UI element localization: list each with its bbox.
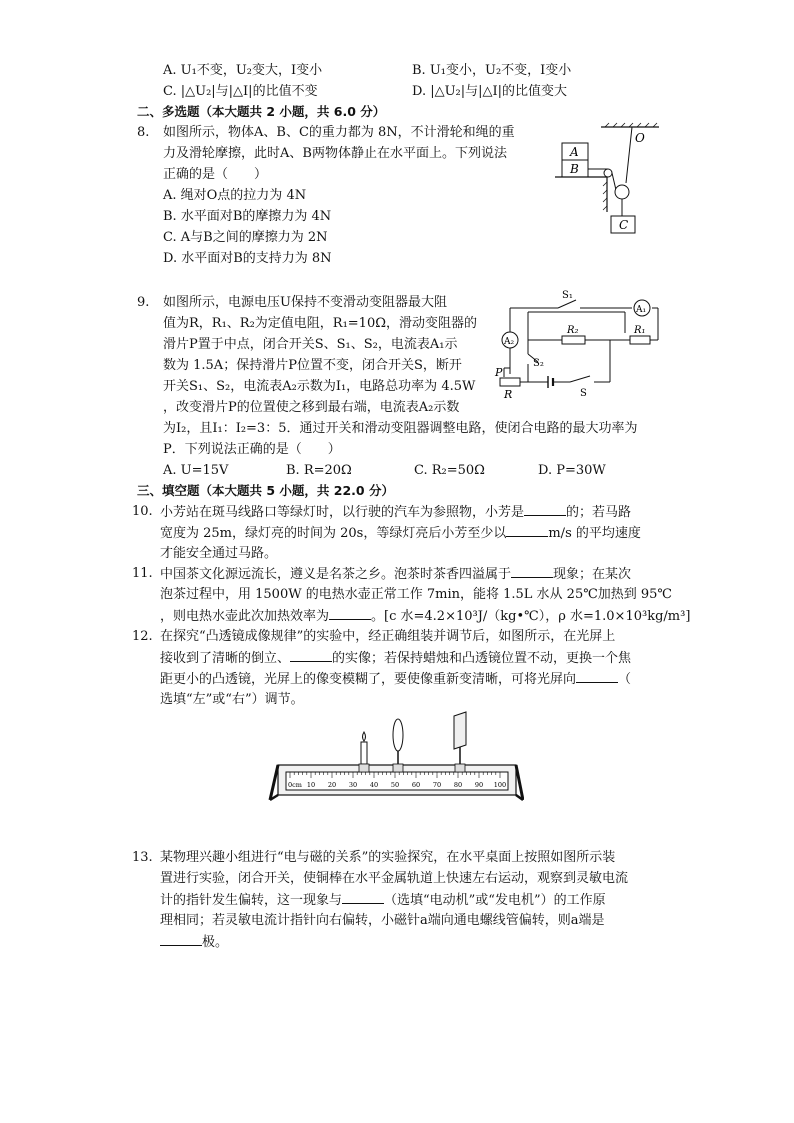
q11-blank-1[interactable] (511, 564, 553, 578)
q12-light-screen (454, 712, 466, 749)
q8-option-c: C. A与B之间的摩擦力为 2N (163, 230, 328, 245)
section-title-multiple-choice: 二、多选题（本大题共 2 小题，共 6.0 分） (137, 104, 386, 119)
q12-ruler-label: 20 (327, 781, 337, 789)
q8-option-b: B. 水平面对B的摩擦力为 4N (163, 209, 332, 224)
q9-label-a1: A₁ (636, 305, 647, 315)
q8-label-a: A (570, 145, 579, 159)
q12-ruler-label: 50 (390, 781, 400, 789)
q11-blank-2[interactable] (329, 606, 371, 620)
q9-label-s2: S₂ (533, 358, 544, 369)
q12-convex-lens (393, 719, 403, 751)
q9-option-d: D. P=30W (538, 463, 606, 478)
q9-stem-line-5: 开关S₁、S₂，电流表A₂示数为I₁，电路总功率为 4.5W (163, 379, 476, 394)
q9-label-a2: A₂ (504, 337, 515, 347)
q10-blank-1[interactable] (524, 502, 566, 516)
q7-option-d: D. |△U₂|与|△I|的比值变大 (412, 84, 568, 99)
q12-ruler-label: 100 (493, 781, 507, 789)
q12-ruler-label: 70 (432, 781, 442, 789)
q7-option-b: B. U₁变小，U₂不变，I变小 (412, 63, 572, 78)
q12-ruler-label: 90 (474, 781, 484, 789)
q11-line-3: ，则电热水壶此次加热效率为 。[c 水=4.2×10³J/（kg•℃），ρ 水=1.0×10³kg/m³] (160, 606, 690, 627)
q10-line-2: 宽度为 25m，绿灯亮的时间为 20s，等绿灯亮后小芳至少以 m/s 的平均速度 (160, 523, 641, 544)
q9-option-b: B. R=20Ω (286, 463, 352, 478)
q12-candle-holder (359, 764, 369, 772)
q12-blank-1[interactable] (290, 648, 332, 662)
q13-line-4: 理相同；若灵敏电流计指针向右偏转，小磁针a端向通电螺线管偏转，则a端是 (160, 913, 605, 928)
q9-label-s1: S₁ (562, 290, 573, 301)
q8-label-o: O (635, 131, 645, 145)
q12-ruler-label: 0cm (288, 781, 302, 789)
q9-circuit-figure (490, 290, 665, 405)
q7-option-c: C. |△U₂|与|△I|的比值不变 (163, 84, 318, 99)
q8-movable-pulley (615, 185, 629, 199)
q9-stem-line-1: 如图所示，电源电压U保持不变滑动变阻器最大阻 (163, 295, 447, 310)
q13-number: 13. (132, 850, 153, 865)
q8-stem-line-1: 如图所示，物体A、B、C的重力都为 8N，不计滑轮和绳的重 (163, 125, 515, 140)
q12-ruler-label: 30 (348, 781, 358, 789)
q9-resistor-r2 (562, 336, 585, 344)
q12-optical-bench-figure (268, 710, 524, 802)
q8-number: 8. (137, 125, 150, 140)
q12-ruler-label: 60 (411, 781, 421, 789)
q12-line-3: 距更小的凸透镜，光屏上的像变模糊了，要使像重新变清晰，可将光屏向 （ (160, 669, 631, 690)
q13-line-2: 置进行实验，闭合开关，使铜棒在水平金属轨道上快速左右运动，观察到灵敏电流 (160, 871, 629, 886)
q13-line-3: 计的指针发生偏转，这一现象与 （选填“电动机”或“发电机”）的工作原 (160, 890, 606, 911)
q12-line-4: 选填“左”或“右”）调节。 (160, 692, 304, 707)
q9-label-r: R (504, 388, 513, 401)
q12-line-1: 在探究“凸透镜成像规律”的实验中，经正确组装并调节后，如图所示，在光屏上 (160, 629, 616, 644)
q12-blank-2[interactable] (576, 669, 618, 683)
q9-option-a: A. U=15V (163, 463, 229, 478)
q9-stem-line-2: 值为R，R₁、R₂为定值电阻，R₁=10Ω，滑动变阻器的 (163, 316, 477, 331)
q8-stem-line-2: 力及滑轮摩擦，此时A、B两物体静止在水平面上。下列说法 (163, 146, 507, 161)
q9-stem-line-7: 为I₂，且I₁：I₂=3：5．通过开关和滑动变阻器调整电路，使闭合电路的最大功率为 (163, 421, 638, 436)
q8-label-c: C (619, 218, 629, 232)
q9-stem-line-4: 数为 1.5A；保持滑片P位置不变，闭合开关S，断开 (163, 358, 462, 373)
q12-number: 12. (132, 629, 153, 644)
q7-option-a: A. U₁不变，U₂变大，I变小 (163, 63, 323, 78)
q12-screen-holder (455, 764, 465, 772)
q9-rheostat (500, 378, 520, 386)
q11-line-1: 中国茶文化源远流长，遵义是名茶之乡。泡茶时茶香四溢属于 现象；在某次 (160, 564, 631, 585)
q9-label-r2: R₂ (567, 325, 579, 336)
q9-number: 9. (137, 295, 150, 310)
q12-ruler-label: 10 (306, 781, 316, 789)
q12-candle (361, 742, 367, 764)
q11-number: 11. (132, 566, 153, 581)
q13-line-5: 极。 (160, 932, 228, 953)
q12-line-2: 接收到了清晰的倒立、 的实像；若保持蜡烛和凸透镜位置不动，更换一个焦 (160, 648, 631, 669)
q9-label-r1: R₁ (634, 325, 646, 336)
q9-label-s: S (580, 388, 587, 399)
q9-stem-line-6: ，改变滑片P的位置使之移到最右端，电流表A₂示数 (163, 400, 460, 415)
q9-stem-line-8: P．下列说法正确的是（ ） (163, 442, 341, 457)
q13-line-1: 某物理兴趣小组进行“电与磁的关系”的实验探究，在水平桌面上按照如图所示装 (160, 850, 616, 865)
q10-blank-2[interactable] (506, 523, 548, 537)
q8-option-d: D. 水平面对B的支持力为 8N (163, 251, 332, 266)
q9-label-p: P (495, 366, 503, 379)
q8-label-b: B (570, 162, 579, 176)
q11-line-2: 泡茶过程中，用 1500W 的电热水壶正常工作 7min，能将 1.5L 水从 25℃加热到 95℃ (160, 587, 672, 602)
q13-blank-1[interactable] (342, 890, 384, 904)
q8-fixed-pulley (604, 169, 612, 177)
q10-number: 10. (132, 504, 153, 519)
section-title-fill-in: 三、填空题（本大题共 5 小题，共 22.0 分） (137, 483, 394, 498)
q8-option-a: A. 绳对O点的拉力为 4N (163, 188, 307, 203)
q9-resistor-r1 (630, 336, 650, 344)
q8-pulley-figure (555, 120, 665, 240)
q8-stem-line-3: 正确的是（ ） (163, 167, 268, 182)
q12-ruler-label: 40 (369, 781, 379, 789)
q12-ruler-label: 80 (453, 781, 463, 789)
q13-blank-2[interactable] (160, 932, 202, 946)
q12-lens-holder (393, 764, 403, 772)
q9-option-c: C. R₂=50Ω (414, 463, 485, 478)
q12-candle-flame (363, 732, 366, 741)
q10-line-3: 才能安全通过马路。 (160, 546, 278, 561)
q9-stem-line-3: 滑片P置于中点，闭合开关S、S₁、S₂，电流表A₁示 (163, 337, 458, 352)
q10-line-1: 小芳站在斑马线路口等绿灯时，以行驶的汽车为参照物，小芳是 的；若马路 (160, 502, 631, 523)
